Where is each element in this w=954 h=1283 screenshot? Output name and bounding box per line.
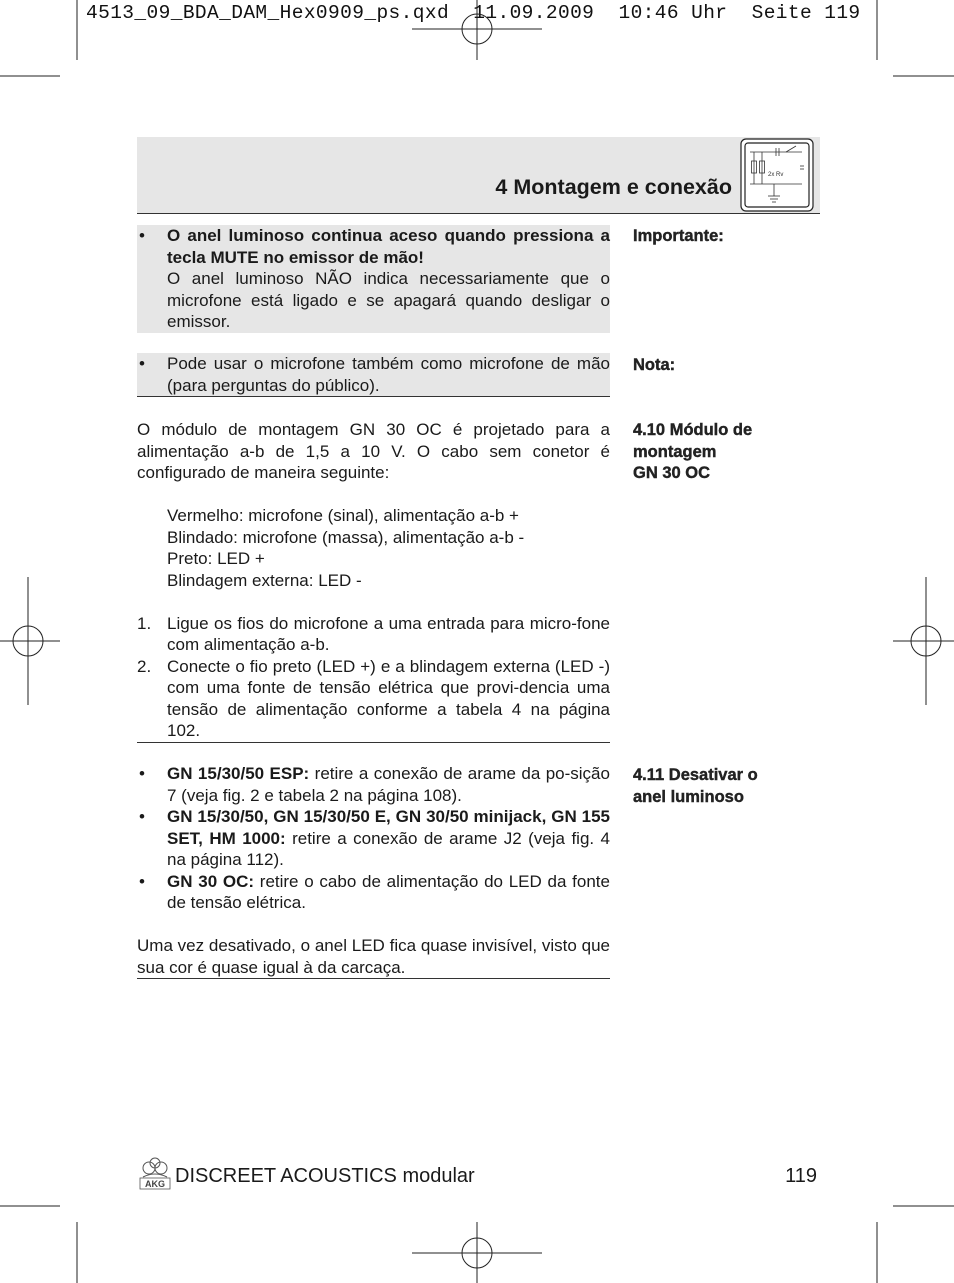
step-item: 2. Conecte o fio preto (LED +) e a blindagem externa (LED -) com uma fonte de tensão elétrica que provi-dencia uma tensão de alimentação conforme a tabela 4 na página 102. — [137, 656, 610, 740]
circuit-diagram-icon — [740, 138, 814, 212]
list-item: • GN 15/30/50 ESP: retire a conexão de arame da po-sição 7 (veja fig. 2 e tabela 2 na página 108). — [139, 764, 610, 805]
svg-text:AKG: AKG — [145, 1179, 165, 1189]
chapter-title: 4 Montagem e conexão — [495, 175, 732, 199]
note-label: Nota: — [633, 356, 676, 374]
module-section — [137, 419, 610, 743]
list-item: • GN 15/30/50, GN 15/30/50 E, GN 30/50 minijack, GN 155 SET, HM 1000: retire a conexão de arame J2 (veja fig. 4 na página 112). — [139, 807, 610, 869]
wiring-line: Blindado: microfone (massa), alimentação a-b - — [167, 527, 525, 547]
disable-section — [137, 763, 610, 979]
disable-closing: Uma vez desativado, o anel LED fica quase invisível, visto que sua cor é quase igual à da carcaça. — [137, 936, 610, 977]
important-bold-text: O anel luminoso continua aceso quando pressiona a tecla MUTE no emissor de mão! — [167, 226, 610, 267]
wiring-line: Blindagem externa: LED - — [167, 570, 362, 590]
bullet-marker: • — [139, 226, 145, 245]
module-label: 4.10 Módulo de montagem GN 30 OC — [633, 421, 753, 482]
slug-line: 4513_09_BDA_DAM_Hex0909_ps.qxd 11.09.2009 10:46 Uhr Seite 119 — [86, 2, 861, 24]
svg-text:2x Rv: 2x Rv — [768, 172, 784, 178]
important-box — [137, 225, 610, 333]
wiring-line: Preto: LED + — [167, 549, 265, 568]
page-number: 119 — [785, 1165, 817, 1187]
page-footer — [137, 1163, 817, 1191]
module-intro: O módulo de montagem GN 30 OC é projetado para a alimentação a-b de 1,5 a 10 V. O cabo sem conetor é configurado de maneira seguinte: — [137, 420, 610, 482]
important-label: Importante: — [633, 227, 724, 245]
step-item: 1. Ligue os fios do microfone a uma entrada para micro-fone com alimentação a-b. — [137, 613, 610, 654]
footer-title: DISCREET ACOUSTICS modular — [175, 1165, 475, 1187]
bullet-marker: • — [139, 354, 145, 373]
list-item: • GN 30 OC: retire o cabo de alimentação do LED da fonte de tensão elétrica. — [139, 871, 610, 912]
wiring-line: Vermelho: microfone (sinal), alimentação a-b + — [167, 506, 519, 525]
akg-logo-icon — [137, 1157, 173, 1191]
note-box — [137, 353, 610, 397]
chapter-header — [137, 137, 820, 214]
note-text: Pode usar o microfone também como microfone de mão (para perguntas do público). — [167, 354, 610, 395]
disable-label: 4.11 Desativar o anel luminoso — [633, 766, 758, 806]
important-text: O anel luminoso NÃO indica necessariamente que o microfone está ligado e se apagará quando desligar o emissor. — [167, 269, 610, 331]
